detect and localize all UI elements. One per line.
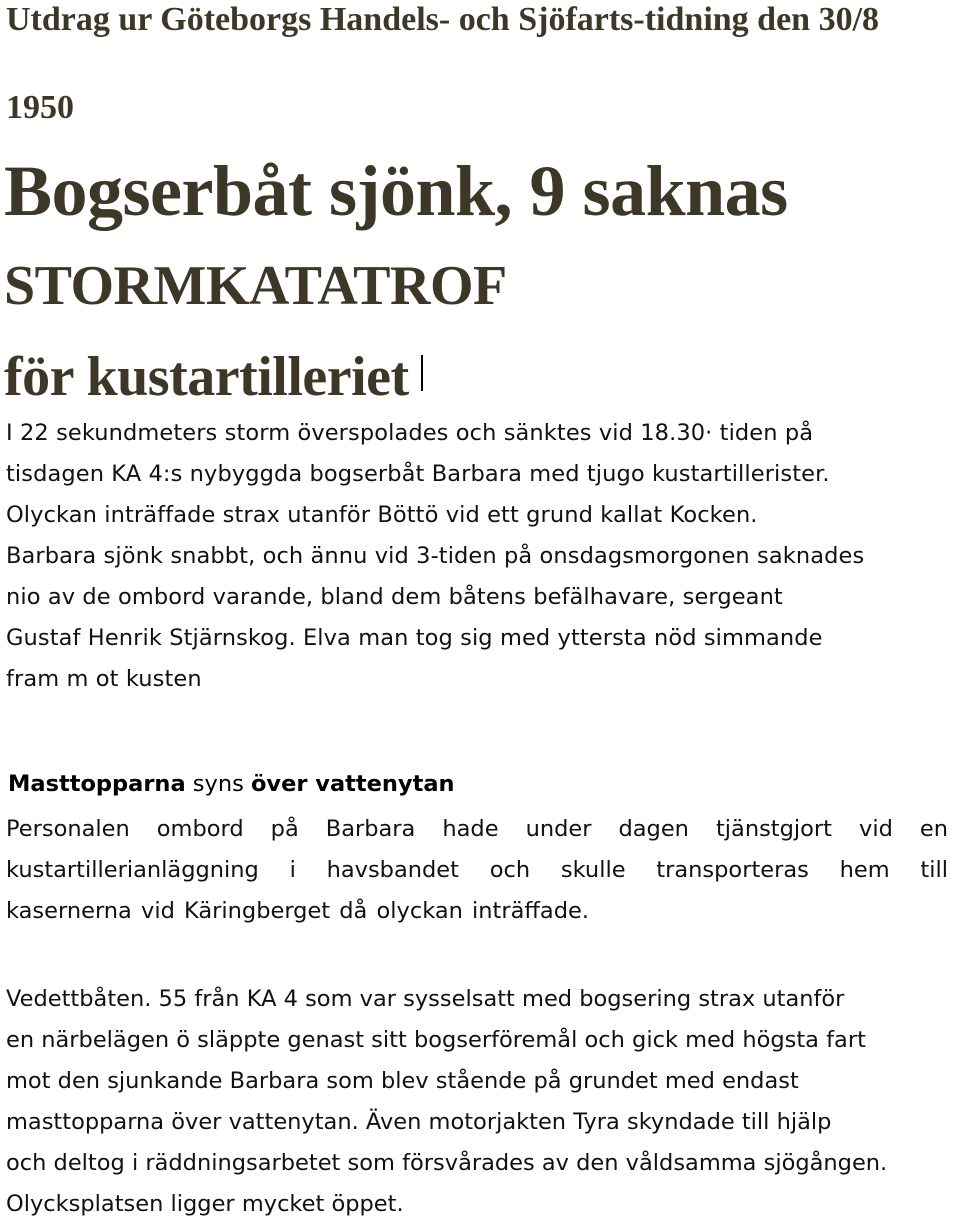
- source-line: Utdrag ur Göteborgs Handels- och Sjöfarts-tidning den 30/8: [6, 1, 880, 38]
- lead-line: Barbara sjönk snabbt, och ännu vid 3-tiden på onsdagsmorgonen saknades: [6, 543, 865, 569]
- paragraph-2-line: kustartillerianläggning i havsbandet och skulle transporteras hem till: [6, 857, 948, 883]
- subheading-part-1: Masttopparna: [8, 771, 186, 797]
- kicker-line-1: STORMKATATROF: [4, 255, 507, 317]
- lead-line: tisdagen KA 4:s nybyggda bogserbåt Barbara med tjugo kustartillerister.: [6, 461, 830, 487]
- lead-line: I 22 sekundmeters storm överspolades och sänktes vid 18.30· tiden på: [6, 420, 814, 446]
- text-cursor: [421, 355, 423, 391]
- subheading-part-3: över vattenytan: [250, 771, 455, 797]
- subheading: [8, 769, 455, 799]
- lead-line: Gustaf Henrik Stjärnskog. Elva man tog sig med yttersta nöd simmande: [6, 625, 823, 651]
- paragraph-3-line: masttopparna över vattenytan. Även motorjakten Tyra skyndade till hjälp: [6, 1109, 832, 1135]
- paragraph-2-line: Personalen ombord på Barbara hade under dagen tjänstgjort vid en: [6, 816, 948, 842]
- paragraph-2-line: kasernerna vid Käringberget då olyckan inträffade.: [6, 898, 589, 924]
- kicker-line-2: [4, 345, 423, 409]
- kicker-line-2-text: för kustartilleriet: [4, 346, 409, 408]
- lead-line: nio av de ombord varande, bland dem båtens befälhavare, sergeant: [6, 584, 783, 610]
- lead-line: Olyckan inträffade strax utanför Böttö vid ett grund kallat Kocken.: [6, 502, 758, 528]
- subheading-part-2: syns: [185, 771, 251, 797]
- paragraph-3-line: och deltog i räddningsarbetet som försvårades av den våldsamma sjögången.: [6, 1150, 888, 1176]
- source-year: 1950: [6, 89, 74, 126]
- lead-paragraph: [6, 413, 956, 700]
- lead-line: fram m ot kusten: [6, 666, 202, 692]
- paragraph-3-line: mot den sjunkande Barbara som blev stående på grundet med endast: [6, 1068, 799, 1094]
- paragraph-2: [6, 809, 948, 932]
- paragraph-3-line: Vedettbåten. 55 från KA 4 som var sysselsatt med bogsering strax utanför: [6, 986, 845, 1012]
- headline: Bogserbåt sjönk, 9 saknas: [4, 151, 788, 231]
- paragraph-3: [6, 979, 958, 1225]
- paragraph-3-line: en närbelägen ö släppte genast sitt bogserföremål och gick med högsta fart: [6, 1027, 866, 1053]
- paragraph-3-line: Olycksplatsen ligger mycket öppet.: [6, 1191, 404, 1217]
